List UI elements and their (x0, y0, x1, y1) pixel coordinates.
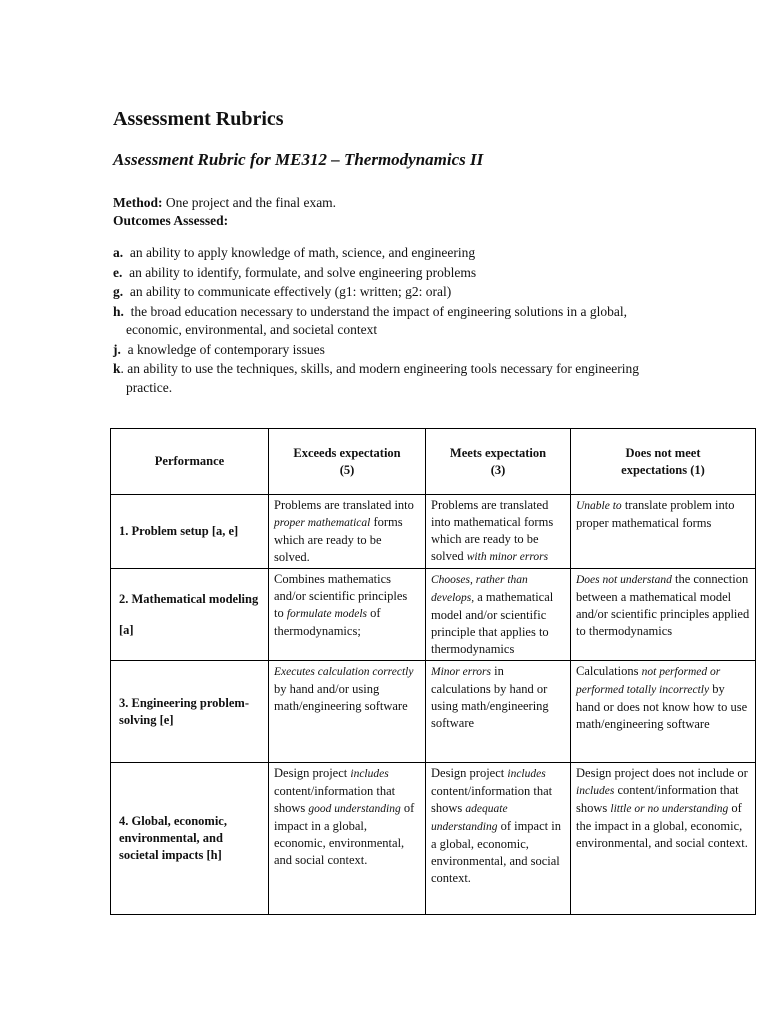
outcome-item: k. an ability to use the techniques, skills, and modern engineering tools necessary for engineering practice. (113, 361, 639, 395)
method-line (113, 194, 336, 212)
performance-cell: 4. Global, economic, environmental, and societal impacts [h] (111, 763, 269, 915)
does-not-meet-cell: Design project does not include or includes content/information that shows little or no understanding of the impact in a global, economic, environmental, and social context. (571, 763, 756, 915)
outcomes-label: Outcomes Assessed: (113, 213, 229, 228)
header-exceeds: Exceeds expectation (5) (269, 429, 426, 495)
meets-cell: Minor errors in calculations by hand or using math/engineering software (426, 661, 571, 763)
page-title: Assessment Rubrics (113, 108, 284, 130)
outcome-item: g. an ability to communicate effectively (g1: written; g2: oral) (113, 284, 452, 299)
meets-cell: Chooses, rather than develops, a mathematical model and/or scientific principle that applies to thermodynamics (426, 569, 571, 661)
performance-cell: 1. Problem setup [a, e] (111, 495, 269, 569)
rubric-subtitle: Assessment Rubric for ME312 – Thermodynamics II (113, 150, 484, 169)
outcome-item: a. an ability to apply knowledge of math, science, and engineering (113, 245, 476, 260)
outcomes-list (113, 244, 673, 398)
exceeds-cell: Design project includes content/information that shows good understanding of impact in a global, economic, environmental, and social context. (269, 763, 426, 915)
meets-cell: Design project includes content/information that shows adequate understanding of impact in a global, economic, environmental, and social context. (426, 763, 571, 915)
exceeds-cell: Executes calculation correctly by hand and/or using math/engineering software (269, 661, 426, 763)
table-row (111, 495, 756, 569)
table-row (111, 569, 756, 661)
header-meets: Meets expectation (3) (426, 429, 571, 495)
outcome-item: e. an ability to identify, formulate, and solve engineering problems (113, 264, 477, 280)
performance-cell: 3. Engineering problem-solving [e] (111, 661, 269, 763)
meets-cell: Problems are translated into mathematical forms which are ready to be solved with minor errors (426, 495, 571, 569)
does-not-meet-cell: Does not understand the connection between a mathematical model and/or scientific principles applied to thermodynamics (571, 569, 756, 661)
rubric-table (110, 428, 756, 915)
method-text: One project and the final exam. (165, 195, 337, 210)
table-header-row (111, 429, 756, 495)
method-label: Method: (113, 195, 163, 210)
outcome-item: j. a knowledge of contemporary issues (113, 341, 325, 357)
table-row (111, 763, 756, 915)
method-block (113, 194, 336, 230)
header-does-not-meet: Does not meet expectations (1) (571, 429, 756, 495)
outcome-item: h. the broad education necessary to understand the impact of engineering solutions in a global, economic, environmental, and societal context (113, 303, 627, 337)
exceeds-cell: Combines mathematics and/or scientific principles to formulate models of thermodynamics; (269, 569, 426, 661)
performance-cell: 2. Mathematical modeling [a] (111, 569, 269, 661)
does-not-meet-cell: Calculations not performed or performed totally incorrectly by hand or does not know how to use math/engineering software (571, 661, 756, 763)
header-performance: Performance (111, 429, 269, 495)
table-row (111, 661, 756, 763)
exceeds-cell: Problems are translated into proper mathematical forms which are ready to be solved. (269, 495, 426, 569)
does-not-meet-cell: Unable to translate problem into proper mathematical forms (571, 495, 756, 569)
